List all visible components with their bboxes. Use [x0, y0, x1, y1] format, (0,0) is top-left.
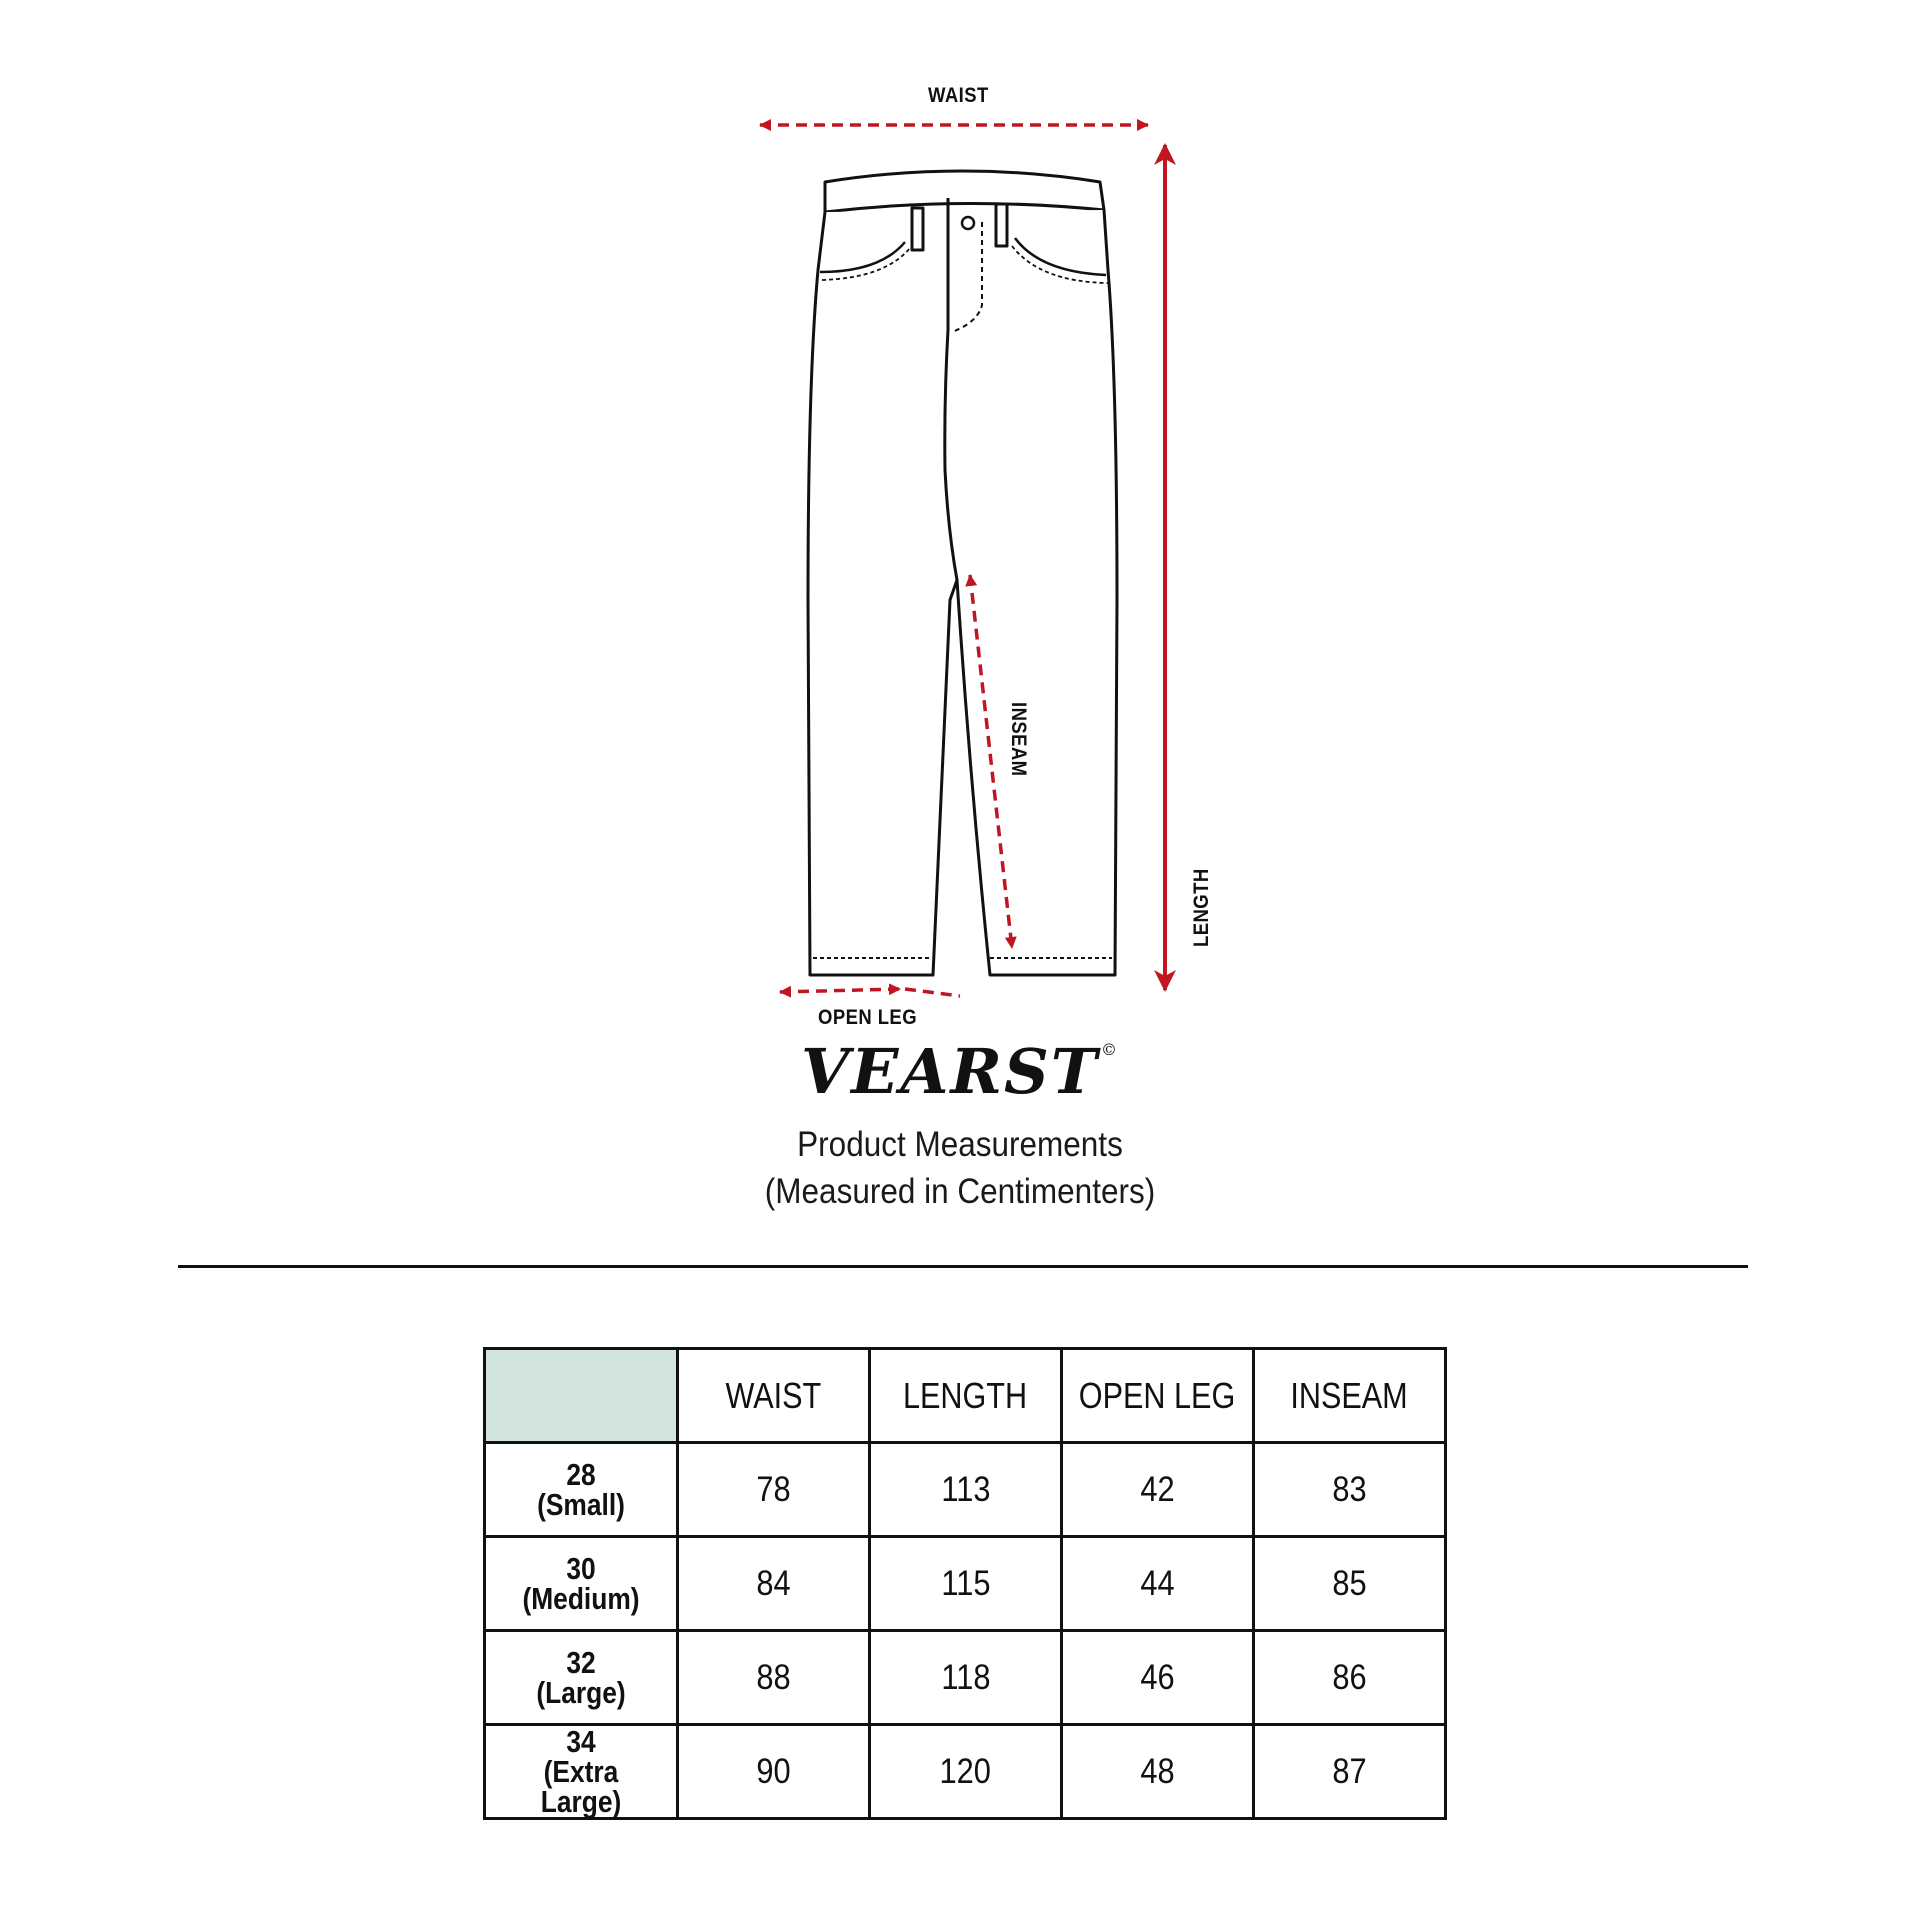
- header-length: LENGTH: [870, 1349, 1062, 1443]
- open-leg-arrow-tail: [905, 989, 960, 996]
- length-label: LENGTH: [1190, 868, 1213, 947]
- open-leg-arrow: [780, 989, 900, 992]
- open-leg-value: 42: [1062, 1443, 1254, 1537]
- table-row: [485, 1725, 1446, 1819]
- caption-title: Product Measurements: [797, 1125, 1123, 1164]
- size-label: 30 (Medium): [485, 1537, 678, 1631]
- waist-value: 90: [678, 1725, 870, 1819]
- caption-unit: (Measured in Centimenters): [764, 1172, 1156, 1211]
- inseam-value: 86: [1254, 1631, 1446, 1725]
- length-value: 118: [870, 1631, 1062, 1725]
- waistband: [825, 171, 1104, 212]
- table-row: [485, 1537, 1446, 1631]
- length-value: 115: [870, 1537, 1062, 1631]
- open-leg-value: 44: [1062, 1537, 1254, 1631]
- size-table: [483, 1347, 1447, 1820]
- header-inseam: INSEAM: [1254, 1349, 1446, 1443]
- belt-loop-left: [912, 208, 923, 250]
- table-header-row: [485, 1349, 1446, 1443]
- length-value: 120: [870, 1725, 1062, 1819]
- brand-name: VEARST: [801, 1035, 1099, 1108]
- inseam-value: 87: [1254, 1725, 1446, 1819]
- waist-value: 78: [678, 1443, 870, 1537]
- header-open-leg: OPEN LEG: [1062, 1349, 1254, 1443]
- pants-outline: [808, 210, 1117, 975]
- size-label: 32 (Large): [485, 1631, 678, 1725]
- open-leg-value: 48: [1062, 1725, 1254, 1819]
- inseam-value: 83: [1254, 1443, 1446, 1537]
- button: [962, 217, 974, 229]
- open-leg-value: 46: [1062, 1631, 1254, 1725]
- table-corner-cell: [485, 1349, 678, 1443]
- waist-value: 88: [678, 1631, 870, 1725]
- pants-illustration: [808, 171, 1117, 975]
- inseam-value: 85: [1254, 1537, 1446, 1631]
- table-row: [485, 1631, 1446, 1725]
- length-value: 113: [870, 1443, 1062, 1537]
- inseam-label: INSEAM: [1007, 702, 1030, 777]
- waist-value: 84: [678, 1537, 870, 1631]
- brand-logo: [0, 1035, 1920, 1108]
- belt-loop-right: [996, 204, 1007, 246]
- waist-label: WAIST: [928, 84, 989, 107]
- divider: [178, 1265, 1748, 1268]
- size-label: 34 (Extra Large): [485, 1725, 678, 1819]
- open-leg-label: OPEN LEG: [818, 1006, 918, 1029]
- size-label: 28 (Small): [485, 1443, 678, 1537]
- table-row: [485, 1443, 1446, 1537]
- copyright-mark: ©: [1100, 1040, 1119, 1059]
- header-waist: WAIST: [678, 1349, 870, 1443]
